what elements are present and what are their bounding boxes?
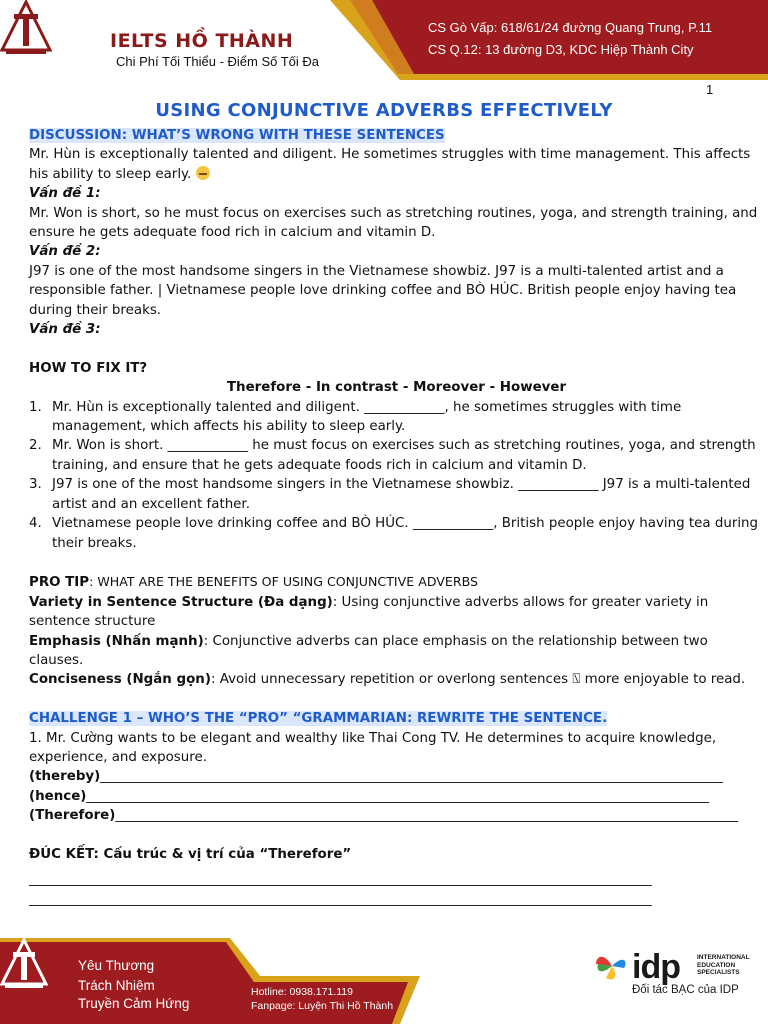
page-number: 1 xyxy=(706,82,714,97)
hotline: Hotline: 0938.171.119 xyxy=(251,986,353,998)
motto-line-2: Trách Nhiệm xyxy=(78,978,155,993)
address-go-vap: CS Gò Vấp: 618/61/24 đường Quang Trung, P.11 xyxy=(428,20,713,35)
document-title: USING CONJUNCTIVE ADVERBS EFFECTIVELY xyxy=(155,100,613,121)
pro-tip-conciseness: Conciseness (Ngắn gọn): Avoid unnecessary repetition or overlong sentences ⍂ more enjoyable to read. xyxy=(29,672,746,688)
discussion-text-3: J97 is one of the most handsome singers in the Vietnamese showbiz. J97 is a multi-talented artist and a responsible father. | Vietnamese people love drinking coffee and BÒ HÚC. British people enjoy having tea during their breaks. xyxy=(29,263,737,318)
challenge-prompt: 1. Mr. Cường wants to be elegant and wealthy like Thai Cong TV. He determines to acquire knowledge, experience, and exposure. xyxy=(29,730,717,765)
brand-slogan: Chi Phí Tối Thiểu - Điểm Số Tối Đa xyxy=(116,54,320,69)
page-header xyxy=(0,0,768,97)
answer-line-therefore[interactable]: (Therefore)_____________________________________________________________________________________________ xyxy=(29,808,739,824)
idp-partner-text: Đối tác BẠC của IDP xyxy=(632,984,739,996)
answer-line-thereby[interactable]: (thereby)_____________________________________________________________________________________________ xyxy=(29,769,723,785)
word-bank: Therefore - In contrast - Moreover - However xyxy=(226,380,567,396)
summary-line-2[interactable]: _____________________________________________________________________________________________ xyxy=(29,891,652,907)
list-item: 3. J97 is one of the most handsome singers in the Vietnamese showbiz. ____________ J97 is a multi-talented artist and an excellent father. xyxy=(29,477,751,512)
issue-label-3: Vấn đề 3: xyxy=(29,322,101,338)
fix-exercise-list xyxy=(29,398,764,553)
footer-logo-icon xyxy=(0,938,48,990)
fanpage: Fanpage: Luyện Thi Hồ Thành xyxy=(251,1000,394,1012)
address-q12: CS Q.12: 13 đường D3, KDC Hiệp Thành City xyxy=(428,42,694,57)
idp-partner-logo xyxy=(594,948,764,1008)
brand-title: IELTS HỒ THÀNH xyxy=(110,30,294,52)
idp-pinwheel-icon xyxy=(594,948,630,984)
pro-tip-emphasis: Emphasis (Nhấn mạnh): Conjunctive adverbs can place emphasis on the relationship between two clauses. xyxy=(29,633,708,668)
list-item: 4. Vietnamese people love drinking coffee and BÒ HÚC. ____________, British people enjoy having tea during their breaks. xyxy=(29,516,759,551)
idp-wordmark: idp xyxy=(632,948,680,986)
sleeping-face-emoji-icon xyxy=(196,166,210,180)
challenge-heading: CHALLENGE 1 – WHO’S THE “PRO” “GRAMMARIAN: REWRITE THE SENTENCE. xyxy=(29,711,608,727)
discussion-heading: DISCUSSION: WHAT’S WRONG WITH THESE SENTENCES xyxy=(29,128,445,143)
summary-heading: ĐÚC KẾT: Cấu trúc & vị trí của “Therefore” xyxy=(29,846,352,862)
summary-line-1[interactable]: _____________________________________________________________________________________________ xyxy=(29,872,652,888)
pro-tip-heading: PRO TIP: WHAT ARE THE BENEFITS OF USING CONJUNCTIVE ADVERBS xyxy=(29,574,479,591)
fix-heading: HOW TO FIX IT? xyxy=(29,360,148,376)
motto-line-1: Yêu Thương xyxy=(78,958,155,973)
list-item: 1. Mr. Hùn is exceptionally talented and diligent. ____________, he sometimes struggles with time management, which affects his ability to sleep early. xyxy=(29,399,682,435)
discussion-text-1: Mr. Hùn is exceptionally talented and diligent. He sometimes struggles with time management. This affects his ability to sleep early. xyxy=(29,147,751,182)
discussion-text-2: Mr. Won is short, so he must focus on exercises such as stretching routines, yoga, and strength training, and ensure he gets adequate food rich in calcium and vitamin D. xyxy=(29,205,758,241)
issue-label-1: Vấn đề 1: xyxy=(29,186,101,202)
answer-line-hence[interactable]: (hence)_____________________________________________________________________________________________ xyxy=(29,788,710,804)
list-item: 2. Mr. Won is short. ____________ he must focus on exercises such as stretching routines, yoga, and strength training, and ensure that he gets adequate foods rich in calcium and vitamin D. xyxy=(29,438,756,473)
motto-line-3: Truyền Cảm Hứng xyxy=(78,996,190,1011)
idp-tagline: INTERNATIONAL EDUCATION SPECIALISTS xyxy=(697,954,750,976)
document-body xyxy=(29,126,764,909)
pro-tip-variety: Variety in Sentence Structure (Đa dạng): Using conjunctive adverbs allows for greater variety in sentence structure xyxy=(29,594,709,630)
issue-label-2: Vấn đề 2: xyxy=(29,244,101,260)
ielts-ho-thanh-logo-icon xyxy=(0,0,52,56)
